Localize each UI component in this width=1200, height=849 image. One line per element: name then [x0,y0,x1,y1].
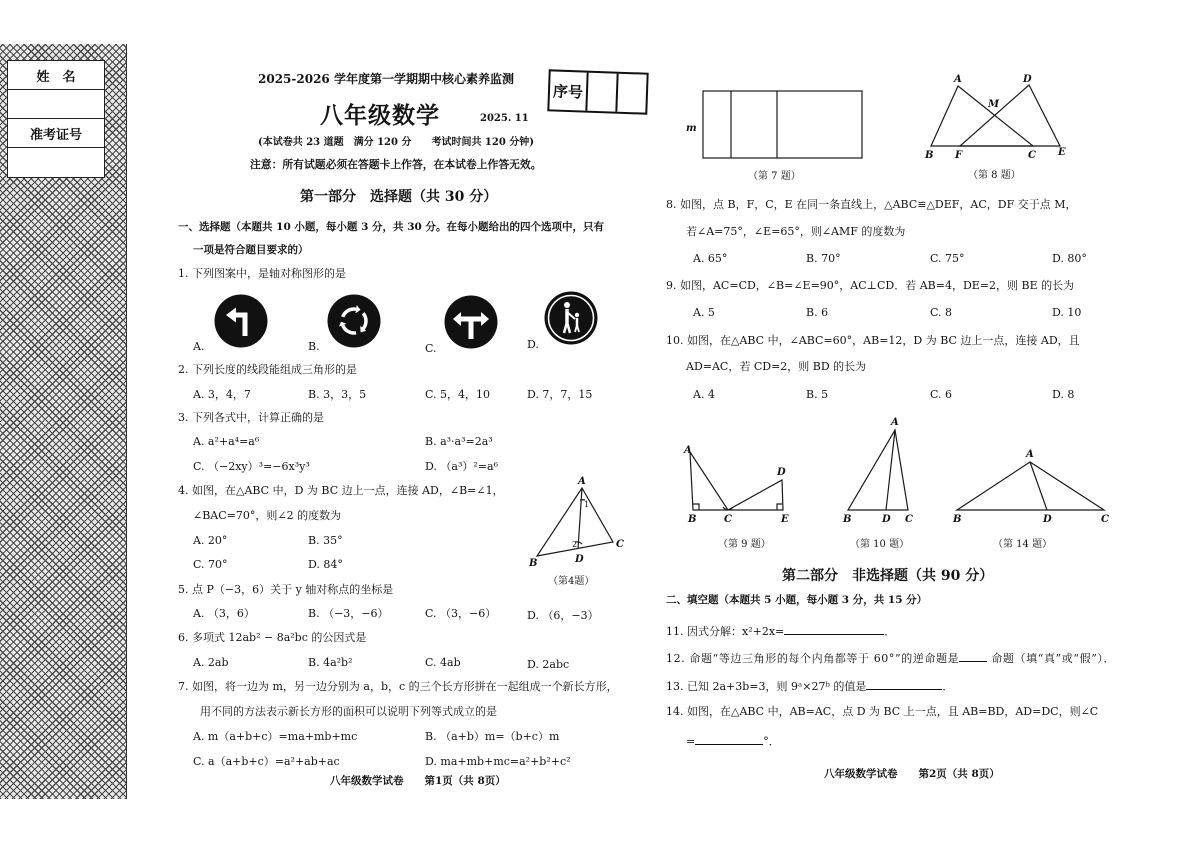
q13-answer-blank [866,679,942,690]
q4-option-b: B. 35° [308,534,343,547]
fig7-label-m: m [686,123,697,134]
fig8-label-c: C [1028,150,1036,161]
left-right-turn-sign-icon [444,295,498,349]
q14-suffix: °． [763,735,780,748]
q14-answer-blank [695,734,763,745]
q8-option-c: C. 75° [930,252,965,265]
q12-suffix: 命题（填“真”或“假”）． [987,652,1116,665]
q1-option-b: B. [308,340,320,353]
fig10-caption: （第 10 题） [850,539,910,550]
q4-stem-cont: ∠BAC=70°，则∠2 的度数为 [193,509,342,522]
q6-option-d: D. 2abc [527,658,570,671]
section2-heading: 二、填空题（本题共 5 小题，每小题 3 分，共 15 分） [666,594,928,606]
exam-notice: 注意：所有试题必须在答题卡上作答，在本试卷上作答无效。 [250,158,542,171]
q3-option-c: C. （−2xy）³=−6x³y³ [193,460,310,473]
q8-option-a: A. 65° [693,252,728,265]
fig4-label-c: C [616,539,624,550]
q11-suffix: ． [884,625,896,638]
q12-prefix: 12. 命题“等边三角形的每个内角都等于 60°”的逆命题是 [666,652,960,665]
fig9-label-e: E [781,514,789,525]
exam-id-field [8,148,104,177]
q5-stem: 5. 点 P（−3，6）关于 y 轴对称点的坐标是 [178,583,394,596]
q5-option-d: D. （6，−3） [527,609,599,622]
q1-option-a: A. [193,340,205,353]
q14-prefix: = [686,735,696,748]
figure-q9 [675,440,795,530]
q10-stem: 10. 如图，在△ABC 中，∠ABC=60°，AB=12，D 为 BC 边上一点，连接 AD，且 [666,334,1080,347]
q9-option-a: A. 5 [693,306,715,319]
fig14-label-a: A [1026,449,1034,460]
q2-option-a: A. 3，4，7 [193,388,251,401]
fig4-label-a: A [578,476,586,487]
page1-footer: 八年级数学试卷 第1页（共 8页） [330,775,506,787]
q8-option-d: D. 80° [1052,252,1087,265]
fig9-label-c: C [724,514,732,525]
fig8-label-b: B [925,150,934,161]
q12 [666,651,1115,665]
q13-prefix: 13. 已知 2a+3b=3，则 9ᵃ×27ᵇ 的值是 [666,680,867,693]
fig9-label-d: D [777,467,786,478]
fig7-caption: （第 7 题） [748,171,801,182]
page2-footer: 八年级数学试卷 第2页（共 8页） [824,768,1000,780]
fig14-label-c: C [1101,514,1109,525]
fig4-label-b: B [529,558,538,569]
fig14-label-d: D [1043,514,1052,525]
part2-title: 第二部分 非选择题（共 90 分） [782,568,994,584]
exam-info: (本试卷共 23 道题 满分 120 分 考试时间共 120 分钟) [258,137,535,148]
q11-prefix: 11. 因式分解：x²+2x= [666,625,785,638]
fig9-label-b: B [688,514,697,525]
q1-stem: 1. 下列图案中，是轴对称图形的是 [178,267,346,280]
q7-option-c: C. a（a+b+c）=a²+ab+ac [193,755,340,768]
fig8-caption: （第 8 题） [968,170,1021,181]
fig8-label-a: A [954,74,962,85]
q7-option-d: D. ma+mb+mc=a²+b²+c² [425,755,571,768]
fig10-label-b: B [843,514,852,525]
left-turn-sign-icon [214,294,268,348]
q3-option-b: B. a³·a³=2a³ [425,435,493,448]
q11-answer-blank [784,624,884,635]
figure-q4-triangle [520,478,630,573]
exam-title: 2025-2026 学年度第一学期期中核心素养监测 [258,72,514,86]
fig4-caption: （第4题） [548,576,595,587]
q12-answer-blank [959,651,987,662]
fig14-caption: （第 14 题） [993,539,1053,550]
fig10-label-d: D [882,514,891,525]
q10-option-c: C. 6 [930,388,953,401]
exam-date: 2025. 11 [480,113,529,124]
subject-title: 八年级数学 [320,102,440,129]
q5-option-c: C. （3，−6） [425,607,497,620]
fig9-label-a: A [684,445,692,456]
sequence-label: 序号 [549,71,588,110]
q7-stem-cont: 用不同的方法表示新长方形的面积可以说明下列等式成立的是 [200,705,497,718]
name-label: 姓 名 [8,61,104,90]
q5-option-a: A. （3，6） [193,607,255,620]
pedestrian-sign-icon [544,291,598,345]
q3-stem: 3. 下列各式中，计算正确的是 [178,411,324,424]
q4-option-a: A. 20° [193,534,228,547]
q2-option-c: C. 5，4，10 [425,388,491,401]
q10-option-b: B. 5 [806,388,829,401]
q14-answer-line [686,734,780,748]
fig4-label-d: D [575,554,584,565]
q7-stem: 7. 如图，将一边为 m，另一边分别为 a，b，c 的三个长方形拼在一起组成一个新长方形， [178,680,618,693]
part1-title: 第一部分 选择题（共 30 分） [300,189,498,205]
figure-q10 [835,415,920,530]
section1-heading-cont: 一项是符合题目要求的） [193,244,309,256]
q6-option-b: B. 4a²b² [308,656,353,669]
q9-stem: 9. 如图，AC=CD，∠B=∠E=90°，AC⊥CD．若 AB=4，DE=2，则 BE 的长为 [666,279,1075,292]
q2-option-d: D. 7，7，15 [527,388,593,401]
q11 [666,624,895,638]
fig4-angle-2: 2 [572,540,578,549]
section1-heading: 一、选择题（本题共 10 小题，每小题 3 分，共 30 分。在每小题给出的四个选项中，只有 [178,221,604,233]
fig4-angle-1: 1 [584,500,590,509]
figure-q7-rectangles [684,85,869,163]
q9-option-c: C. 8 [930,306,953,319]
fig8-label-f: F [955,150,963,161]
q13 [666,679,953,693]
q1-option-d: D. [527,338,539,351]
q4-stem: 4. 如图，在△ABC 中，D 为 BC 边上一点，连接 AD，∠B=∠1， [178,484,504,497]
q1-option-c: C. [425,342,437,355]
q4-option-c: C. 70° [193,558,228,571]
roundabout-sign-icon [327,294,381,348]
sequence-cell [617,74,646,113]
q9-option-b: B. 6 [806,306,829,319]
fig8-label-d: D [1023,74,1032,85]
q2-option-b: B. 3，3，5 [308,388,367,401]
sequence-cell [587,73,618,112]
fig8-label-e: E [1058,147,1066,158]
q2-stem: 2. 下列长度的线段能组成三角形的是 [178,363,357,376]
name-field [8,90,104,119]
q10-option-d: D. 8 [1052,388,1075,401]
fig8-label-m: M [988,99,1000,110]
q10-stem-cont: AD=AC，若 CD=2，则 BD 的长为 [686,360,867,373]
q6-option-c: C. 4ab [425,656,461,669]
q4-option-d: D. 84° [308,558,343,571]
fig10-label-a: A [891,417,899,428]
q3-option-d: D. （a³）²=a⁶ [425,460,498,473]
figure-q8-triangles [920,72,1075,162]
q6-stem: 6. 多项式 12ab² − 8a²bc 的公因式是 [178,631,367,644]
q8-stem-cont: 若∠A=75°，∠E=65°，则∠AMF 的度数为 [686,225,906,238]
q6-option-a: A. 2ab [193,656,229,669]
q10-option-a: A. 4 [693,388,715,401]
q5-option-b: B. （−3，−6） [308,607,389,620]
student-info-table [7,60,105,178]
exam-id-label: 准考证号 [8,119,104,148]
q3-option-a: A. a²+a⁴=a⁶ [193,435,260,448]
fig14-label-b: B [953,514,962,525]
q8-option-b: B. 70° [806,252,841,265]
fig10-label-c: C [905,514,913,525]
q9-option-d: D. 10 [1052,306,1082,319]
q13-suffix: ． [942,680,954,693]
q8-stem: 8. 如图，点 B，F，C，E 在同一条直线上，△ABC≌△DEF，AC，DF 交于点 M， [666,198,1077,211]
fig9-caption: （第 9 题） [718,539,771,550]
figure-q14 [945,445,1115,530]
q7-option-b: B. （a+b）m=（b+c）m [425,730,560,743]
q7-option-a: A. m（a+b+c）=ma+mb+mc [193,730,358,743]
sequence-number-box [547,69,648,114]
q14-stem: 14. 如图，在△ABC 中，AB=AC，点 D 为 BC 上一点，且 AB=BD，AD=DC，则∠C [666,705,1099,718]
